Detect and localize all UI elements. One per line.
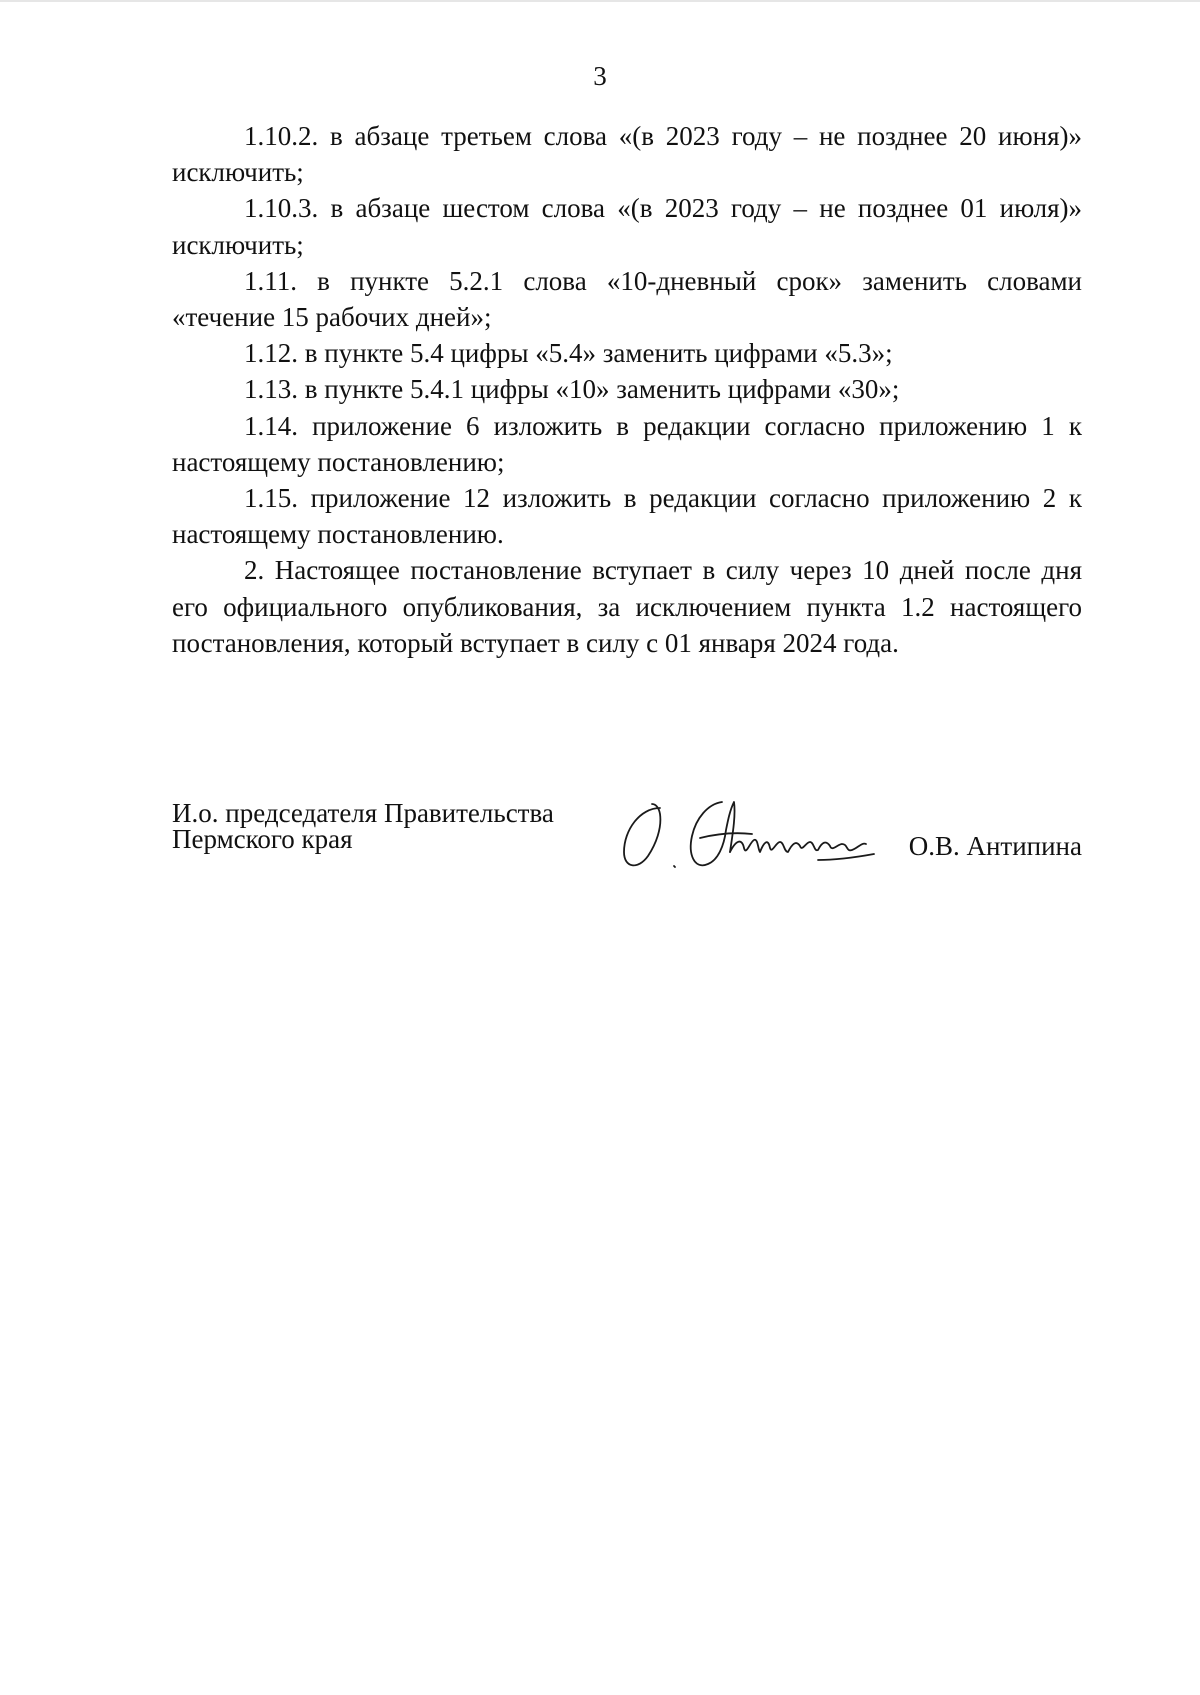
paragraph-1-14: 1.14. приложение 6 изложить в редакции согласно приложению 1 к настоящему постановлению; xyxy=(172,410,1082,477)
signature-block xyxy=(172,800,1082,880)
signatory-name: О.В. Антипина xyxy=(908,831,1082,861)
paragraph-1-11: 1.11. в пункте 5.2.1 слова «10-дневный срок» заменить словами «течение 15 рабочих дней»; xyxy=(172,265,1082,333)
signatory-title-line-1: И.о. председателя Правительства xyxy=(172,798,554,828)
paragraph-1-13: 1.13. в пункте 5.4.1 цифры «10» заменить цифрами «30»; xyxy=(244,374,900,405)
signature-stroke-body xyxy=(730,840,866,852)
signature-stroke-underline xyxy=(818,854,874,860)
signatory-title-line-2: Пермского края xyxy=(172,824,353,854)
signatory-title xyxy=(172,800,554,852)
paragraph-1-15: 1.15. приложение 12 изложить в редакции согласно приложению 2 к настоящему постановлению. xyxy=(172,483,1082,550)
paragraph-2: 2. Настоящее постановление вступает в силу через 10 дней после дня его официального опубликования, за исключением пункта 1.2 настоящего постановления, который вступает в силу с 01 января 2024 года. xyxy=(172,555,1082,658)
handwritten-signature xyxy=(612,790,912,880)
signature-stroke-initial xyxy=(624,804,660,865)
paragraph-1-10-3: 1.10.3. в абзаце шестом слова «(в 2023 году – не позднее 01 июля)» исключить; xyxy=(172,193,1082,260)
paragraph-1-10-2: 1.10.2. в абзаце третьем слова «(в 2023 году – не позднее 20 июня)» исключить; xyxy=(172,121,1082,188)
document-body xyxy=(172,118,1082,661)
signature-stroke-dot xyxy=(674,866,675,867)
paragraph-1-12: 1.12. в пункте 5.4 цифры «5.4» заменить цифрами «5.3»; xyxy=(244,338,893,369)
scan-top-edge xyxy=(0,0,1200,2)
page-number: 3 xyxy=(593,61,607,91)
